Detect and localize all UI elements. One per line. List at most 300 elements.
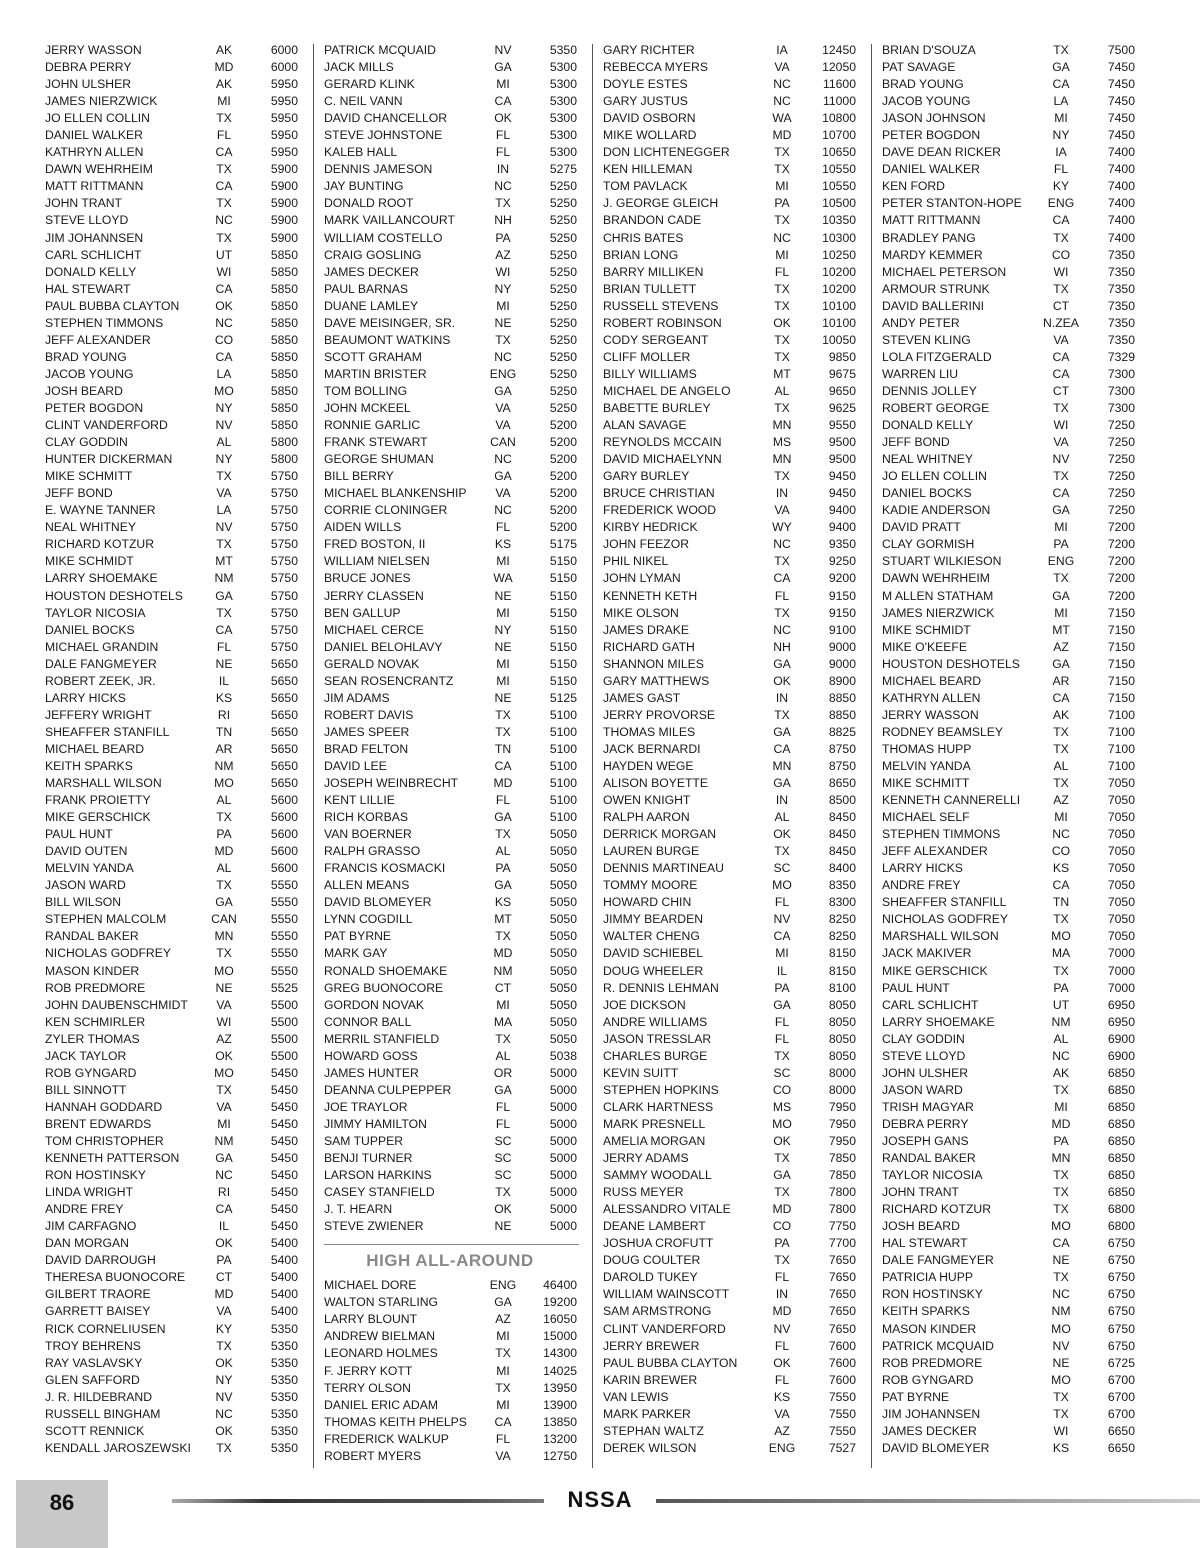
score-value: 7527 xyxy=(828,1440,856,1455)
shooter-name: MERRIL STANFIELD xyxy=(324,1031,440,1046)
score-value: 5650 xyxy=(270,724,298,739)
shooter-name: MARK VAILLANCOURT xyxy=(324,213,455,228)
state-code: NC xyxy=(1052,827,1070,842)
score-value: 5900 xyxy=(270,196,298,211)
result-row xyxy=(600,468,858,485)
shooter-name: STEPHEN TIMMONS xyxy=(45,315,164,330)
state-code: NE xyxy=(494,315,512,330)
state-code: KS xyxy=(215,690,233,705)
shooter-name: OWEN KNIGHT xyxy=(603,793,691,808)
shooter-name: JOSEPH WEINBRECHT xyxy=(324,776,459,791)
shooter-name: HOWARD CHIN xyxy=(603,895,692,910)
score-value: 5300 xyxy=(549,111,577,126)
score-value: 5550 xyxy=(270,912,298,927)
shooter-name: CLIFF MOLLER xyxy=(603,349,691,364)
score-value: 10050 xyxy=(822,332,856,347)
state-code: NE xyxy=(215,656,233,671)
score-value: 12050 xyxy=(822,60,856,75)
score-value: 7050 xyxy=(1107,810,1135,825)
score-value: 5250 xyxy=(549,281,577,296)
result-row xyxy=(42,622,300,639)
shooter-name: LARSON HARKINS xyxy=(324,1168,432,1183)
score-value: 5000 xyxy=(549,1134,577,1148)
state-code: MN xyxy=(214,929,234,944)
shooter-name: THOMAS HUPP xyxy=(882,741,972,756)
score-value: 7350 xyxy=(1107,298,1135,313)
result-row xyxy=(321,434,579,451)
score-value: 7250 xyxy=(1107,469,1135,484)
result-row xyxy=(321,451,579,468)
shooter-name: GARY RICHTER xyxy=(603,43,695,57)
state-code: VA xyxy=(1053,435,1069,450)
state-code: AL xyxy=(495,1048,511,1063)
score-value: 5750 xyxy=(270,469,298,484)
shooter-name: CLAY GODDIN xyxy=(882,1031,965,1046)
shooter-name: RUSSELL BINGHAM xyxy=(45,1406,161,1421)
shooter-name: MIKE SCHMIDT xyxy=(45,554,134,569)
state-code: IN xyxy=(775,690,789,705)
result-row xyxy=(879,195,1137,212)
state-code: AL xyxy=(216,861,232,876)
state-code: MD xyxy=(772,1304,792,1319)
score-value: 10250 xyxy=(822,247,856,262)
shooter-name: FRANK PROIETTY xyxy=(45,793,151,808)
score-value: 8750 xyxy=(828,741,856,756)
result-row xyxy=(600,980,858,997)
result-row xyxy=(600,127,858,144)
result-row xyxy=(42,1184,300,1201)
page-footer xyxy=(0,1478,1200,1548)
shooter-name: LOLA FITZGERALD xyxy=(882,349,992,364)
score-value: 9500 xyxy=(828,452,856,467)
score-value: 10200 xyxy=(822,281,856,296)
result-row xyxy=(600,349,858,366)
shooter-name: JOHN LYMAN xyxy=(603,571,681,586)
result-row xyxy=(42,877,300,894)
result-row xyxy=(321,792,579,809)
score-value: 7600 xyxy=(828,1338,856,1353)
shooter-name: JACK BERNARDI xyxy=(603,741,701,756)
state-code: NE xyxy=(215,980,233,995)
shooter-name: MARTIN BRISTER xyxy=(324,366,427,381)
shooter-name: TOM BOLLING xyxy=(324,383,408,398)
shooter-name: TOM CHRISTOPHER xyxy=(45,1134,164,1148)
shooter-name: FREDERICK WOOD xyxy=(603,503,717,518)
shooter-name: PATRICK MCQUAID xyxy=(882,1338,994,1353)
state-code: PA xyxy=(1053,537,1069,552)
shooter-name: SAMMY WOODALL xyxy=(603,1168,712,1183)
score-value: 8100 xyxy=(828,980,856,995)
score-value: 6725 xyxy=(1107,1355,1135,1370)
state-code: AK xyxy=(215,43,233,57)
score-value: 10100 xyxy=(822,315,856,330)
result-row xyxy=(321,298,579,315)
result-row xyxy=(600,451,858,468)
shooter-name: MARK PARKER xyxy=(603,1406,691,1421)
shooter-name: NICHOLAS GODFREY xyxy=(45,946,171,961)
state-code: WI xyxy=(216,264,232,279)
shooter-name: DAN MORGAN xyxy=(45,1236,129,1251)
result-row xyxy=(879,588,1137,605)
shooter-name: GARY BURLEY xyxy=(603,469,690,484)
state-code: TX xyxy=(774,1185,790,1200)
result-row xyxy=(321,1294,579,1311)
shooter-name: KENNETH PATTERSON xyxy=(45,1151,180,1166)
state-code: CA xyxy=(773,741,791,756)
state-code: TX xyxy=(495,332,511,347)
shooter-name: JERRY BREWER xyxy=(603,1338,700,1353)
score-value: 5000 xyxy=(549,1168,577,1183)
score-value: 5350 xyxy=(270,1406,298,1421)
result-row xyxy=(321,775,579,792)
shooter-name: JAMES DRAKE xyxy=(603,622,690,637)
result-row xyxy=(42,1303,300,1320)
result-row xyxy=(321,997,579,1014)
result-row xyxy=(879,1372,1137,1389)
shooter-name: TAYLOR NICOSIA xyxy=(882,1168,983,1183)
state-code: FL xyxy=(216,639,232,654)
state-code: TX xyxy=(774,707,790,722)
score-value: 5100 xyxy=(549,793,577,808)
state-code: MT xyxy=(494,912,512,927)
shooter-name: STEVEN KLING xyxy=(882,332,971,347)
result-row xyxy=(879,963,1137,980)
result-row xyxy=(42,1286,300,1303)
score-value: 7750 xyxy=(828,1219,856,1234)
result-row xyxy=(321,502,579,519)
score-value: 9200 xyxy=(828,571,856,586)
shooter-name: LARRY HICKS xyxy=(45,690,126,705)
state-code: MI xyxy=(496,1397,510,1412)
score-value: 7100 xyxy=(1107,741,1135,756)
result-row xyxy=(42,570,300,587)
result-row xyxy=(321,519,579,536)
shooter-name: VAN BOERNER xyxy=(324,827,412,842)
score-value: 5250 xyxy=(549,247,577,262)
shooter-name: VAN LEWIS xyxy=(603,1389,669,1404)
state-code: NE xyxy=(494,588,512,603)
score-value: 8450 xyxy=(828,810,856,825)
score-value: 5950 xyxy=(270,77,298,92)
score-value: 7650 xyxy=(828,1321,856,1336)
result-row xyxy=(600,1014,858,1031)
result-row xyxy=(600,383,858,400)
state-code: AL xyxy=(774,810,790,825)
result-row xyxy=(321,1218,579,1235)
result-row xyxy=(42,1133,300,1150)
state-code: GA xyxy=(773,776,791,791)
score-value: 9150 xyxy=(828,588,856,603)
shooter-name: ROB PREDMORE xyxy=(882,1355,983,1370)
score-value: 6850 xyxy=(1107,1082,1135,1097)
state-code: AZ xyxy=(1053,639,1069,654)
shooter-name: JAMES DECKER xyxy=(324,264,419,279)
score-value: 6750 xyxy=(1107,1338,1135,1353)
state-code: NC xyxy=(215,1168,233,1183)
shooter-name: HAL STEWART xyxy=(45,281,131,296)
result-row xyxy=(42,110,300,127)
result-row xyxy=(600,1355,858,1372)
shooter-name: CHRIS BATES xyxy=(603,230,684,245)
state-code: TX xyxy=(495,1185,511,1200)
shooter-name: MICHAEL DORE xyxy=(324,1278,417,1293)
shooter-name: CARL SCHLICHT xyxy=(882,997,979,1012)
score-value: 10200 xyxy=(822,264,856,279)
state-code: MS xyxy=(772,1099,792,1114)
state-code: TX xyxy=(774,349,790,364)
state-code: CA xyxy=(494,1414,512,1429)
result-row xyxy=(321,1150,579,1167)
shooter-name: THERESA BUONOCORE xyxy=(45,1270,186,1285)
shooter-name: JACK MILLS xyxy=(324,60,394,75)
state-code: IL xyxy=(218,673,230,688)
state-code: TX xyxy=(216,1338,232,1353)
state-code: MD xyxy=(772,128,792,143)
score-value: 7150 xyxy=(1107,656,1135,671)
state-code: NC xyxy=(773,230,791,245)
shooter-name: RICK CORNELIUSEN xyxy=(45,1321,166,1336)
score-value: 5450 xyxy=(270,1065,298,1080)
score-value: 7150 xyxy=(1107,690,1135,705)
state-code: VA xyxy=(495,400,511,415)
state-code: CA xyxy=(1052,878,1070,893)
score-value: 5050 xyxy=(549,963,577,978)
result-row xyxy=(321,809,579,826)
shooter-name: LYNN COGDILL xyxy=(324,912,413,927)
score-value: 5050 xyxy=(549,844,577,859)
shooter-name: TOMMY MOORE xyxy=(603,878,698,893)
shooter-name: LARRY SHOEMAKE xyxy=(882,1014,995,1029)
shooter-name: PETER BOGDON xyxy=(45,400,144,415)
result-row xyxy=(42,1014,300,1031)
score-value: 7550 xyxy=(828,1389,856,1404)
score-value: 5750 xyxy=(270,622,298,637)
result-row xyxy=(600,400,858,417)
result-row xyxy=(42,1321,300,1338)
shooter-name: MIKE SCHMITT xyxy=(45,469,133,484)
score-value: 6000 xyxy=(270,60,298,75)
state-code: GA xyxy=(773,997,791,1012)
result-row xyxy=(879,519,1137,536)
score-value: 7950 xyxy=(828,1116,856,1131)
state-code: MI xyxy=(775,946,789,961)
shooter-name: LEONARD HOLMES xyxy=(324,1346,438,1361)
score-value: 9850 xyxy=(828,349,856,364)
score-value: 10300 xyxy=(822,230,856,245)
state-code: MO xyxy=(214,963,234,978)
score-value: 5450 xyxy=(270,1116,298,1131)
shooter-name: DAVID OSBORN xyxy=(603,111,696,126)
score-value: 7400 xyxy=(1107,162,1135,177)
state-code: TX xyxy=(1053,776,1069,791)
result-row xyxy=(42,264,300,281)
state-code: KS xyxy=(494,537,512,552)
result-row xyxy=(600,997,858,1014)
result-row xyxy=(42,911,300,928)
score-value: 6900 xyxy=(1107,1031,1135,1046)
result-row xyxy=(42,588,300,605)
result-row xyxy=(42,366,300,383)
state-code: MD xyxy=(214,60,234,75)
state-code: FL xyxy=(495,1431,511,1446)
state-code: GA xyxy=(1052,503,1070,518)
state-code: TX xyxy=(774,400,790,415)
score-value: 7100 xyxy=(1107,724,1135,739)
shooter-name: MICHAEL DE ANGELO xyxy=(603,383,731,398)
shooter-name: TRISH MAGYAR xyxy=(882,1099,974,1114)
shooter-name: JOHN MCKEEL xyxy=(324,400,411,415)
result-row xyxy=(879,212,1137,229)
result-row xyxy=(42,928,300,945)
state-code: NE xyxy=(494,639,512,654)
state-code: MI xyxy=(496,554,510,569)
shooter-name: TOM PAVLACK xyxy=(603,179,688,194)
score-value: 5950 xyxy=(270,128,298,143)
result-row xyxy=(321,963,579,980)
shooter-name: BABETTE BURLEY xyxy=(603,400,711,415)
result-row xyxy=(321,1082,579,1099)
shooter-name: RICHARD KOTZUR xyxy=(45,537,155,552)
shooter-name: GARY JUSTUS xyxy=(603,94,688,109)
state-code: MI xyxy=(496,77,510,92)
shooter-name: MICHAEL BEARD xyxy=(882,673,982,688)
state-code: OR xyxy=(493,1065,513,1080)
result-row xyxy=(879,997,1137,1014)
state-code: NC xyxy=(215,213,233,228)
score-value: 6650 xyxy=(1107,1440,1135,1455)
score-value: 5200 xyxy=(549,486,577,501)
score-value: 7450 xyxy=(1107,111,1135,126)
score-value: 5250 xyxy=(549,213,577,228)
shooter-name: NEAL WHITNEY xyxy=(882,452,973,467)
shooter-name: MARDY KEMMER xyxy=(882,247,983,262)
score-value: 6800 xyxy=(1107,1219,1135,1234)
state-code: MN xyxy=(1051,1151,1071,1166)
score-value: 5350 xyxy=(270,1372,298,1387)
result-row xyxy=(42,417,300,434)
score-value: 8450 xyxy=(828,827,856,842)
result-row xyxy=(600,212,858,229)
score-value: 7050 xyxy=(1107,929,1135,944)
score-value: 5250 xyxy=(549,230,577,245)
score-value: 7700 xyxy=(828,1236,856,1251)
state-code: NC xyxy=(215,1406,233,1421)
state-code: TX xyxy=(216,111,232,126)
state-code: FL xyxy=(216,128,232,143)
state-code: MI xyxy=(217,94,231,109)
score-value: 5450 xyxy=(270,1134,298,1148)
state-code: MT xyxy=(773,366,791,381)
score-value: 8750 xyxy=(828,758,856,773)
state-code: RI xyxy=(217,1185,231,1200)
score-value: 8150 xyxy=(828,963,856,978)
shooter-name: STEVE ZWIENER xyxy=(324,1219,424,1234)
shooter-name: ROBERT ROBINSON xyxy=(603,315,722,330)
score-value: 7000 xyxy=(1107,946,1135,961)
state-code: GA xyxy=(215,1151,233,1166)
state-code: TX xyxy=(216,878,232,893)
state-code: CA xyxy=(215,349,233,364)
result-row xyxy=(600,911,858,928)
state-code: NY xyxy=(1052,128,1070,143)
shooter-name: MELVIN YANDA xyxy=(882,758,971,773)
state-code: UT xyxy=(1052,997,1070,1012)
shooter-name: KENDALL JAROSZEWSKI xyxy=(45,1440,191,1455)
result-row xyxy=(879,42,1137,59)
state-code: MI xyxy=(496,673,510,688)
state-code: MI xyxy=(496,605,510,620)
state-code: SC xyxy=(494,1134,512,1148)
result-row xyxy=(600,553,858,570)
shooter-name: STUART WILKIESON xyxy=(882,554,1002,569)
score-value: 5950 xyxy=(270,111,298,126)
score-value: 7329 xyxy=(1107,349,1135,364)
result-row xyxy=(42,997,300,1014)
state-code: NC xyxy=(773,622,791,637)
result-row xyxy=(600,639,858,656)
result-row xyxy=(600,264,858,281)
shooter-name: MIKE GERSCHICK xyxy=(45,810,151,825)
shooter-name: JAMES NIERZWICK xyxy=(882,605,995,620)
result-row xyxy=(879,877,1137,894)
state-code: PA xyxy=(1053,1134,1069,1148)
result-row xyxy=(879,1286,1137,1303)
results-list xyxy=(321,42,579,1235)
shooter-name: DANIEL BOCKS xyxy=(882,486,972,501)
result-row xyxy=(879,1048,1137,1065)
score-value: 7550 xyxy=(828,1423,856,1438)
shooter-name: ANDY PETER xyxy=(882,315,960,330)
shooter-name: DUANE LAMLEY xyxy=(324,298,419,313)
score-value: 5400 xyxy=(270,1270,298,1285)
result-row xyxy=(879,349,1137,366)
state-code: GA xyxy=(773,724,791,739)
result-row xyxy=(42,332,300,349)
state-code: AZ xyxy=(774,1423,790,1438)
score-value: 10100 xyxy=(822,298,856,313)
shooter-name: JEFF ALEXANDER xyxy=(45,332,151,347)
score-value: 9650 xyxy=(828,383,856,398)
result-row xyxy=(600,622,858,639)
result-row xyxy=(600,707,858,724)
shooter-name: BRIAN LONG xyxy=(603,247,679,262)
brand-name: NSSA xyxy=(567,1487,633,1512)
shooter-name: JOHN TRANT xyxy=(45,196,122,211)
shooter-name: GORDON NOVAK xyxy=(324,997,424,1012)
shooter-name: DALE FANGMEYER xyxy=(882,1253,994,1268)
state-code: IN xyxy=(775,793,789,808)
result-row xyxy=(42,1423,300,1440)
shooter-name: KALEB HALL xyxy=(324,145,398,160)
shooter-name: DEREK WILSON xyxy=(603,1440,697,1455)
score-value: 6750 xyxy=(1107,1236,1135,1251)
result-row xyxy=(600,230,858,247)
shooter-name: MASON KINDER xyxy=(45,963,140,978)
result-row xyxy=(600,1235,858,1252)
score-value: 7050 xyxy=(1107,793,1135,808)
shooter-name: JOSHUA CROFUTT xyxy=(603,1236,714,1251)
score-value: 6000 xyxy=(270,43,298,57)
result-row xyxy=(321,980,579,997)
state-code: IL xyxy=(776,963,788,978)
result-row xyxy=(600,315,858,332)
result-row xyxy=(42,553,300,570)
state-code: TX xyxy=(774,162,790,177)
result-row xyxy=(879,1167,1137,1184)
shooter-name: SHEAFFER STANFILL xyxy=(45,724,170,739)
shooter-name: SHANNON MILES xyxy=(603,656,704,671)
result-row xyxy=(42,1099,300,1116)
